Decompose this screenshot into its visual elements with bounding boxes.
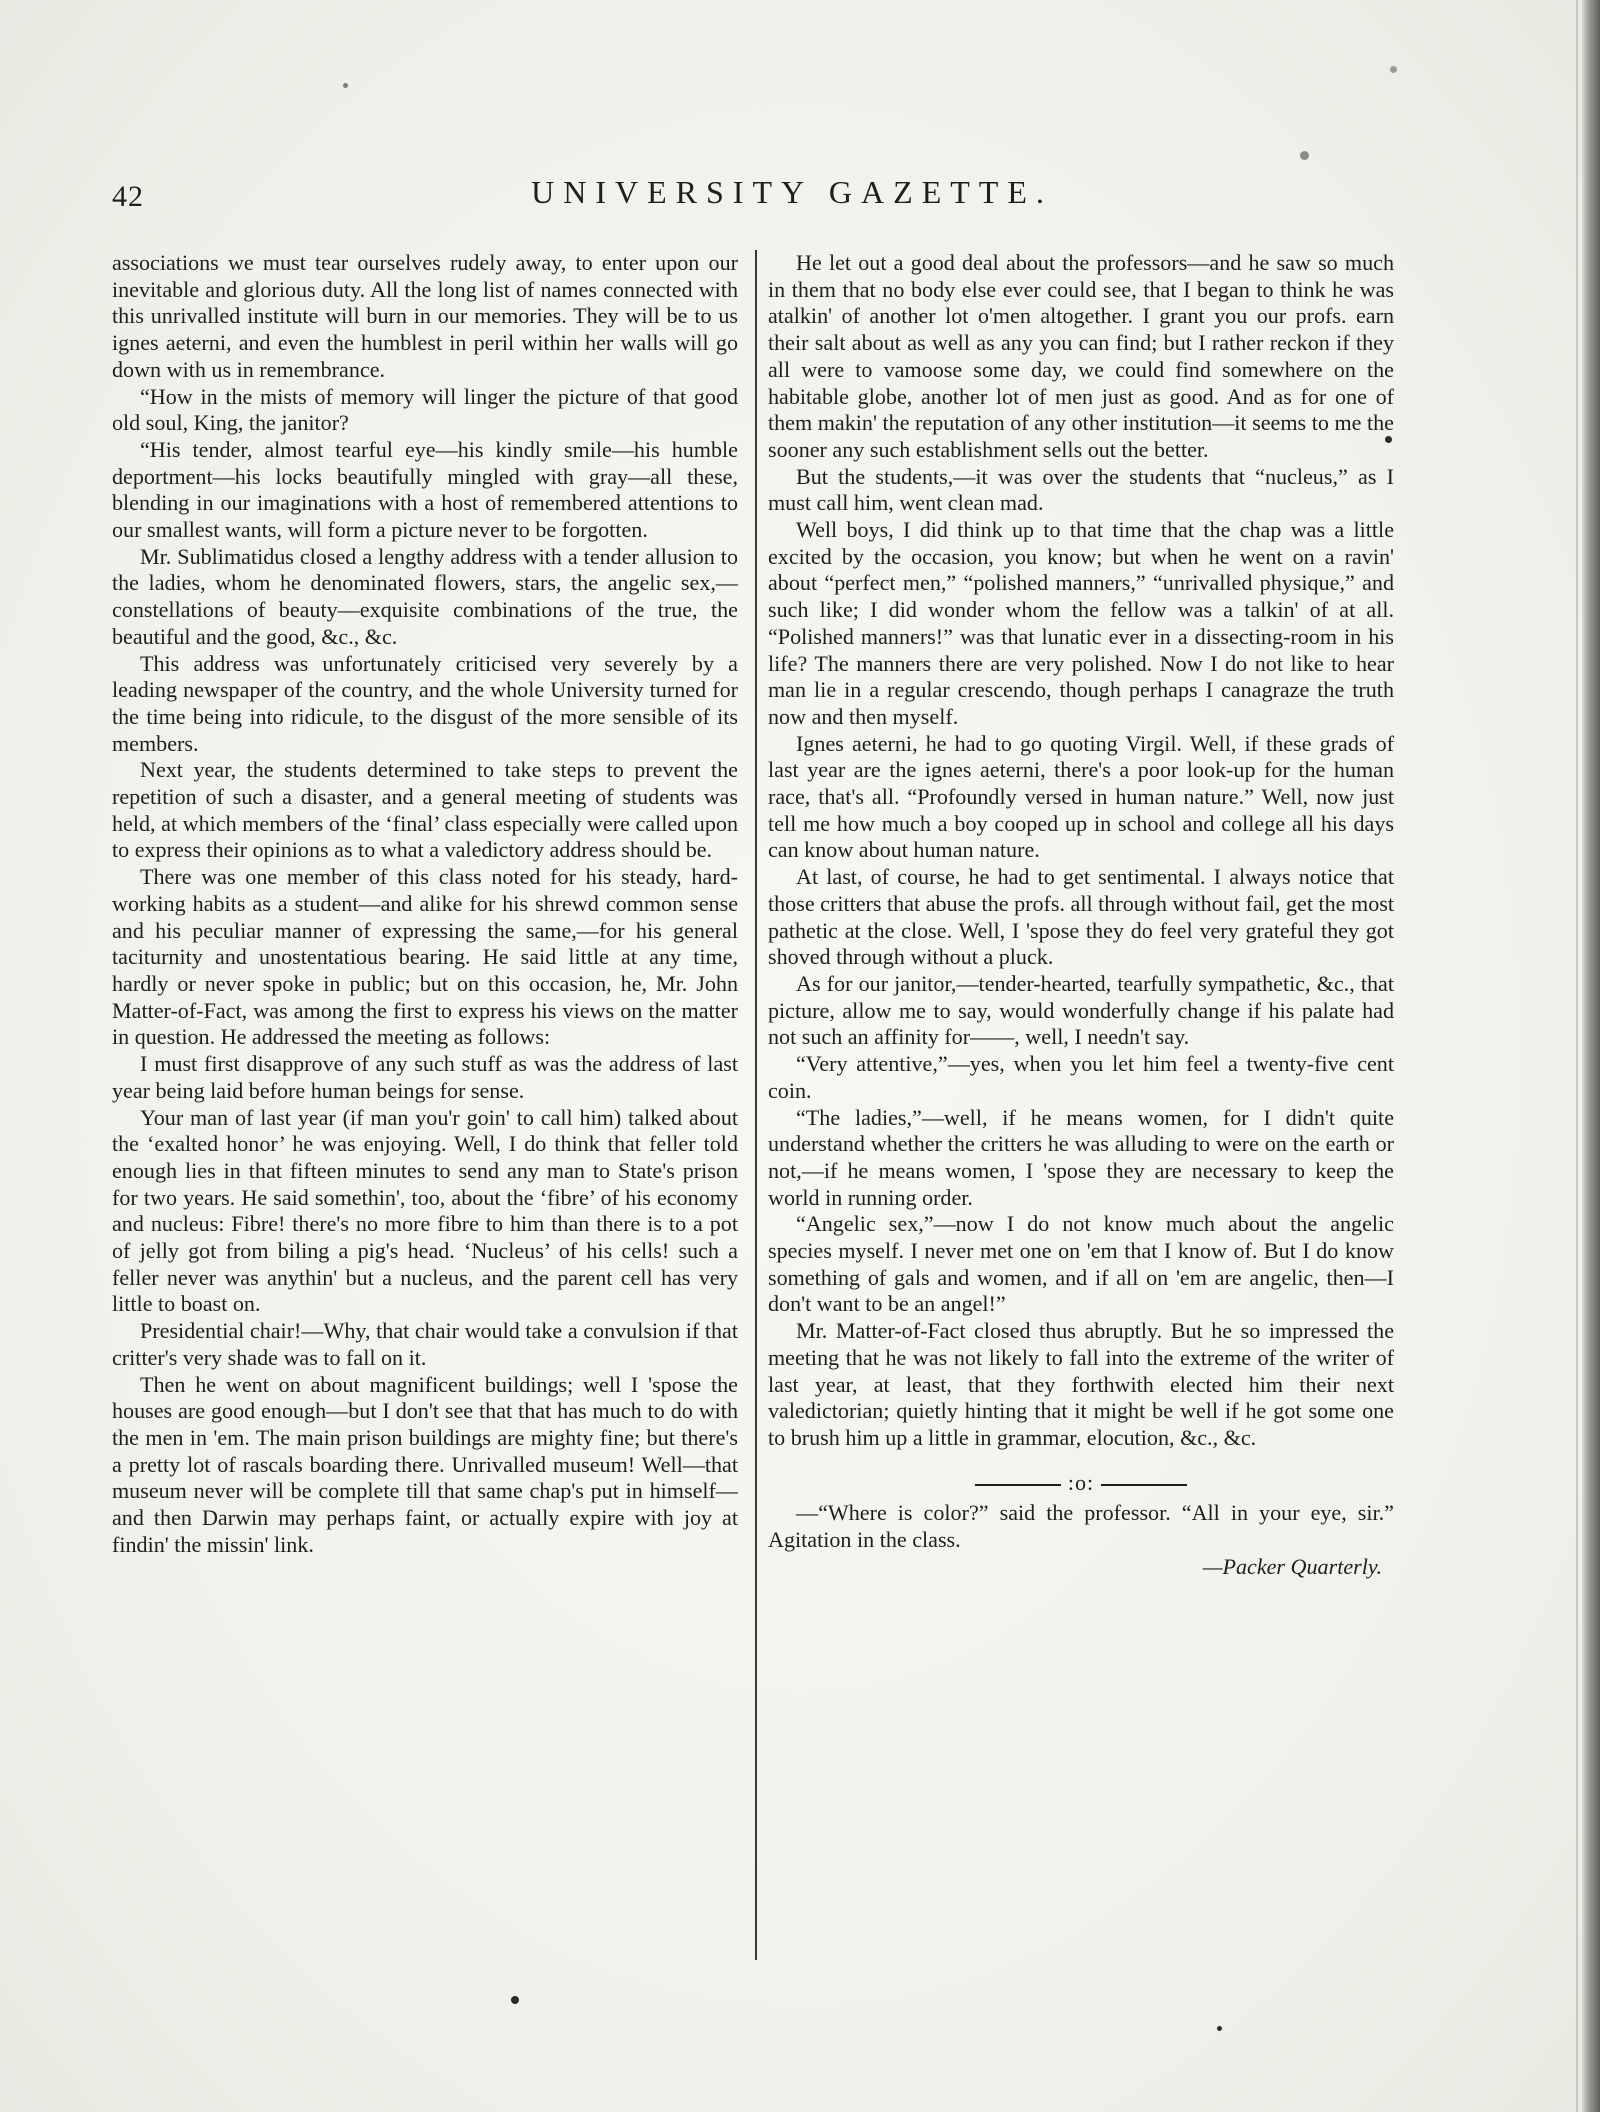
quip-text: —“Where is color?” said the professor. “All in your eye, sir.” Agitation in the class.	[768, 1500, 1394, 1553]
print-speck	[1390, 66, 1397, 73]
paragraph: “Angelic sex,”—now I do not know much about the angelic species myself. I never met one on 'em that I know of. But I do know something of gals and women, and if all on 'em are angelic, then—I don't want to be an angel!”	[768, 1211, 1394, 1317]
print-speck	[511, 1996, 519, 2004]
right-column	[768, 250, 1394, 1580]
masthead-title: UNIVERSITY GAZETTE.	[531, 174, 1053, 210]
paragraph: There was one member of this class noted for his steady, hard-working habits as a student—and alike for his shrewd common sense and his peculiar manner of expressing the same,—for his general taciturnity and unostentatious bearing. He said little at any time, hardly or never spoke in public; but on this occasion, he, Mr. John Matter-of-Fact, was among the first to express his views on the matter in question. He addressed the meeting as follows:	[112, 864, 738, 1050]
print-speck	[1385, 436, 1392, 443]
print-speck	[343, 83, 348, 88]
left-column	[112, 250, 738, 1558]
paragraph: At last, of course, he had to get sentimental. I always notice that those critters that abuse the profs. all through without fail, get the most pathetic at the close. Well, I 'spose they do feel very grateful they got shoved through without a pluck.	[768, 864, 1394, 970]
section-separator	[768, 1470, 1394, 1497]
paragraph: Next year, the students determined to take steps to prevent the repetition of such a disaster, and a general meeting of students was held, at which members of the ‘final’ class especially were called upon to express their opinions as to what a valedictory address should be.	[112, 757, 738, 863]
paragraph: “How in the mists of memory will linger the picture of that good old soul, King, the janitor?	[112, 383, 738, 436]
page-number: 42	[112, 180, 144, 213]
separator-dash-right	[1101, 1484, 1187, 1486]
page-edge-shadow	[1582, 0, 1600, 2112]
page-edge-line	[1576, 0, 1578, 2112]
paragraph: This address was unfortunately criticised very severely by a leading newspaper of the country, and the whole University turned for the time being into ridicule, to the disgust of the more sensible of its members.	[112, 650, 738, 756]
paragraph: “Very attentive,”—yes, when you let him feel a twenty-five cent coin.	[768, 1051, 1394, 1103]
paragraph: He let out a good deal about the professors—and he saw so much in them that no body else ever could see, that I began to think he was atalkin' of another lot o'men altogether. I grant you our profs. earn their salt about as well as any you can find; but I rather reckon if they all were to vamoose some day, we could find somewhere on the habitable globe, another lot of men just as good. And as for one of them makin' the reputation of any other institution—it seems to me the sooner any such establishment sells out the better.	[768, 250, 1394, 462]
separator-mark: :o:	[1067, 1469, 1095, 1495]
paragraph: Well boys, I did think up to that time that the chap was a little excited by the occasion, you know; but when he went on a ravin' about “perfect men,” “polished manners,” “unrivalled physique,” and such like; I did wonder whom the fellow was a talkin' of at all. “Polished manners!” was that lunatic ever in a dissecting-room in his life? The manners there are very polished. Now I do not like to hear man lie in a regular crescendo, though perhaps I canagraze the truth now and then myself.	[768, 517, 1394, 729]
paragraph: associations we must tear ourselves rudely away, to enter upon our inevitable and glorious duty. All the long list of names connected with this unrivalled institute will burn in our memories. They will be to us ignes aeterni, and even the humblest in peril within her walls will go down with us in remembrance.	[112, 250, 738, 382]
separator-dash-left	[975, 1484, 1061, 1486]
paragraph: “His tender, almost tearful eye—his kindly smile—his humble deportment—his locks beautifully mingled with gray—all these, blending in our imaginations with a host of remembered attentions to our smallest wants, will form a picture never to be forgotten.	[112, 436, 738, 543]
paragraph: Then he went on about magnificent buildings; well I 'spose the houses are good enough—but I don't see that that has much to do with the men in 'em. The main prison buildings are mighty fine; but there's a pretty lot of rascals boarding there. Unrivalled museum! Well—that museum never will be complete till that same chap's put in himself—and then Darwin may perhaps faint, or actually expire with joy at findin' the missin' link.	[112, 1371, 738, 1557]
paragraph: “The ladies,”—well, if he means women, for I didn't quite understand whether the critters he was alluding to were on the earth or not,—if he means women, I 'spose they are necessary to keep the world in running order.	[768, 1104, 1394, 1210]
paragraph: Mr. Sublimatidus closed a lengthy address with a tender allusion to the ladies, whom he denominated flowers, stars, the angelic sex,—constellations of beauty—exquisite combinations of the true, the beautiful and the good, &c., &c.	[112, 543, 738, 649]
paragraph: As for our janitor,—tender-hearted, tearfully sympathetic, &c., that picture, allow me to say, would wonderfully change if his palate had not such an affinity for——, well, I needn't say.	[768, 970, 1394, 1050]
paragraph: Ignes aeterni, he had to go quoting Virgil. Well, if these grads of last year are the ignes aeterni, there's a poor look-up for the human race, that's all. “Profoundly versed in human nature.” Well, now just tell me how much a boy cooped up in school and college all his days can know about human nature.	[768, 730, 1394, 863]
paragraph: Your man of last year (if man you'r goin' to call him) talked about the ‘exalted honor’ he was enjoying. Well, I do think that feller told enough lies in that fifteen minutes to send any man to State's prison for two years. He said somethin', too, about the ‘fibre’ of his economy and nucleus: Fibre! there's no more fibre to him than there is to a pot of jelly got from biling a pig's head. ‘Nucleus’ of his cells! such a feller never was anythin' but a nucleus, and the parent cell has very little to boast on.	[112, 1104, 738, 1317]
column-rule	[755, 250, 757, 1960]
print-speck	[1300, 151, 1309, 160]
paragraph: I must first disapprove of any such stuff as was the address of last year being laid before human beings for sense.	[112, 1051, 738, 1103]
page-header	[112, 172, 1412, 222]
print-speck	[1217, 2026, 1222, 2031]
quip-source: —Packer Quarterly.	[1202, 1553, 1382, 1579]
paragraph: But the students,—it was over the students that “nucleus,” as I must call him, went clean mad.	[768, 463, 1394, 516]
paragraph: Mr. Matter-of-Fact closed thus abruptly. But he so impressed the meeting that he was not likely to fall into the extreme of the writer of last year, at least, that they forthwith elected him their next valedictorian; quietly hinting that it might be well if he got some one to brush him up a little in grammar, elocution, &c., &c.	[768, 1318, 1394, 1450]
paragraph: Presidential chair!—Why, that chair would take a convulsion if that critter's very shade was to fall on it.	[112, 1318, 738, 1370]
